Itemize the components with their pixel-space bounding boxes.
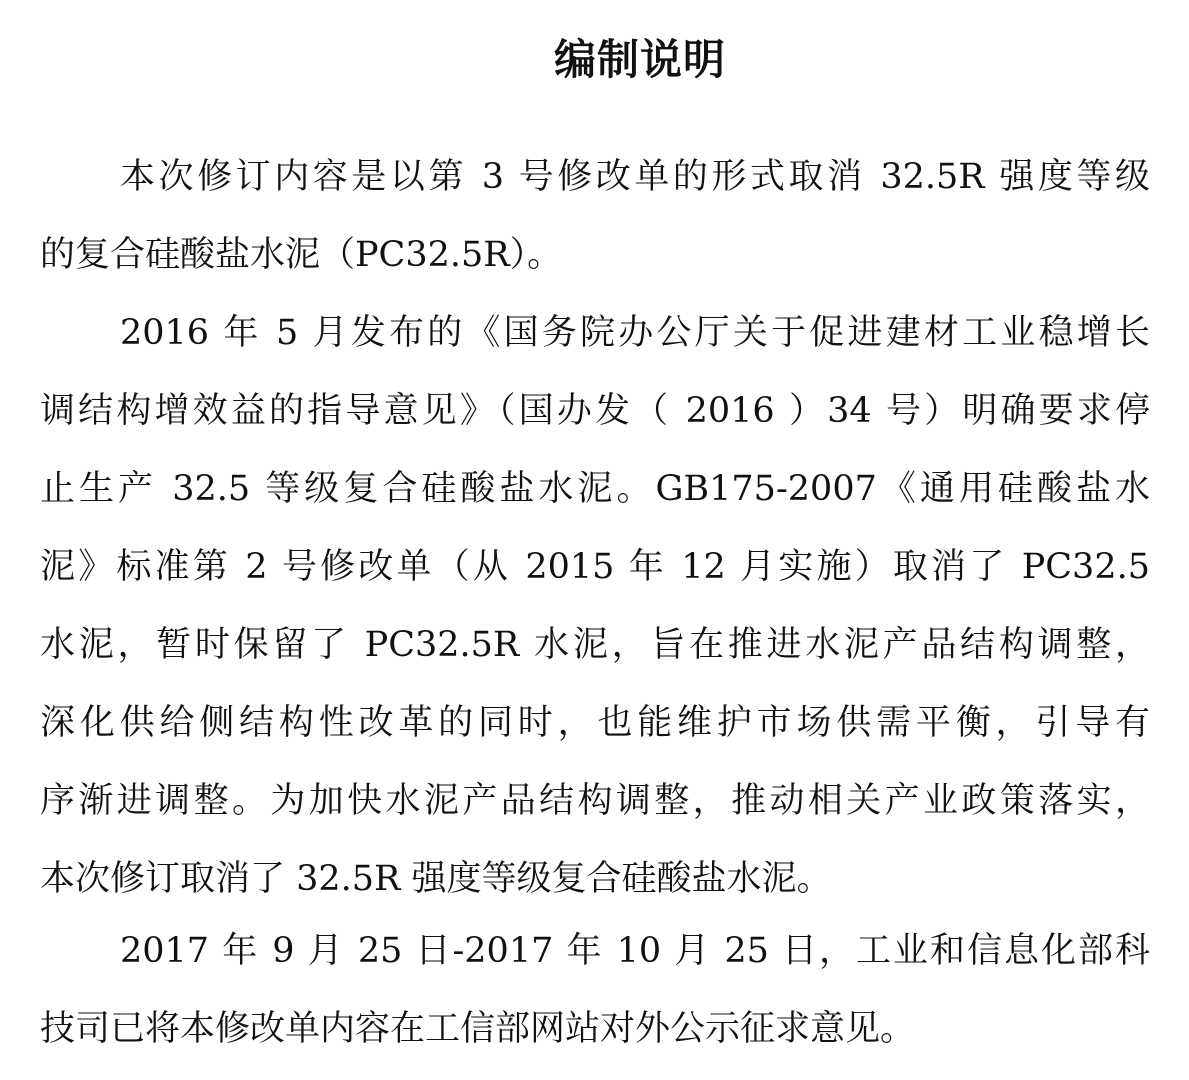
paragraph-line: 本次修订取消了 32.5R 强度等级复合硅酸盐水泥。 (40, 859, 832, 899)
paragraph-line: 止生产 32.5 等级复合硅酸盐水泥。GB175-2007《通用硅酸盐水 (40, 469, 1150, 509)
page-title: 编制说明 (553, 35, 726, 84)
paragraph-line: 技司已将本修改单内容在工信部网站对外公示征求意见。 (40, 1009, 916, 1049)
paragraph-line: 的复合硅酸盐水泥（PC32.5R）。 (40, 235, 563, 275)
paragraph-public-consultation (40, 912, 1150, 1068)
paragraph-line: 泥》标准第 2 号修改单（从 2015 年 12 月实施）取消了 PC32.5 (40, 547, 1150, 587)
paragraph-line: 水泥，暂时保留了 PC32.5R 水泥，旨在推进水泥产品结构调整， (40, 625, 1150, 665)
paragraph-line: 2016 年 5 月发布的《国务院办公厅关于促进建材工业稳增长 (120, 313, 1150, 353)
paragraph-line: 深化供给侧结构性改革的同时，也能维护市场供需平衡，引导有 (40, 703, 1150, 743)
paragraph-background (40, 294, 1150, 918)
paragraph-line: 序渐进调整。为加快水泥产品结构调整，推动相关产业政策落实， (40, 781, 1150, 821)
paragraph-line: 本次修订内容是以第 3 号修改单的形式取消 32.5R 强度等级 (120, 157, 1150, 197)
paragraph-line: 2017 年 9 月 25 日-2017 年 10 月 25 日，工业和信息化部科 (120, 931, 1150, 971)
paragraph-line: 调结构增效益的指导意见》（国办发（ 2016 ）34 号）明确要求停 (40, 391, 1150, 431)
paragraph-revision-content (40, 138, 1150, 294)
